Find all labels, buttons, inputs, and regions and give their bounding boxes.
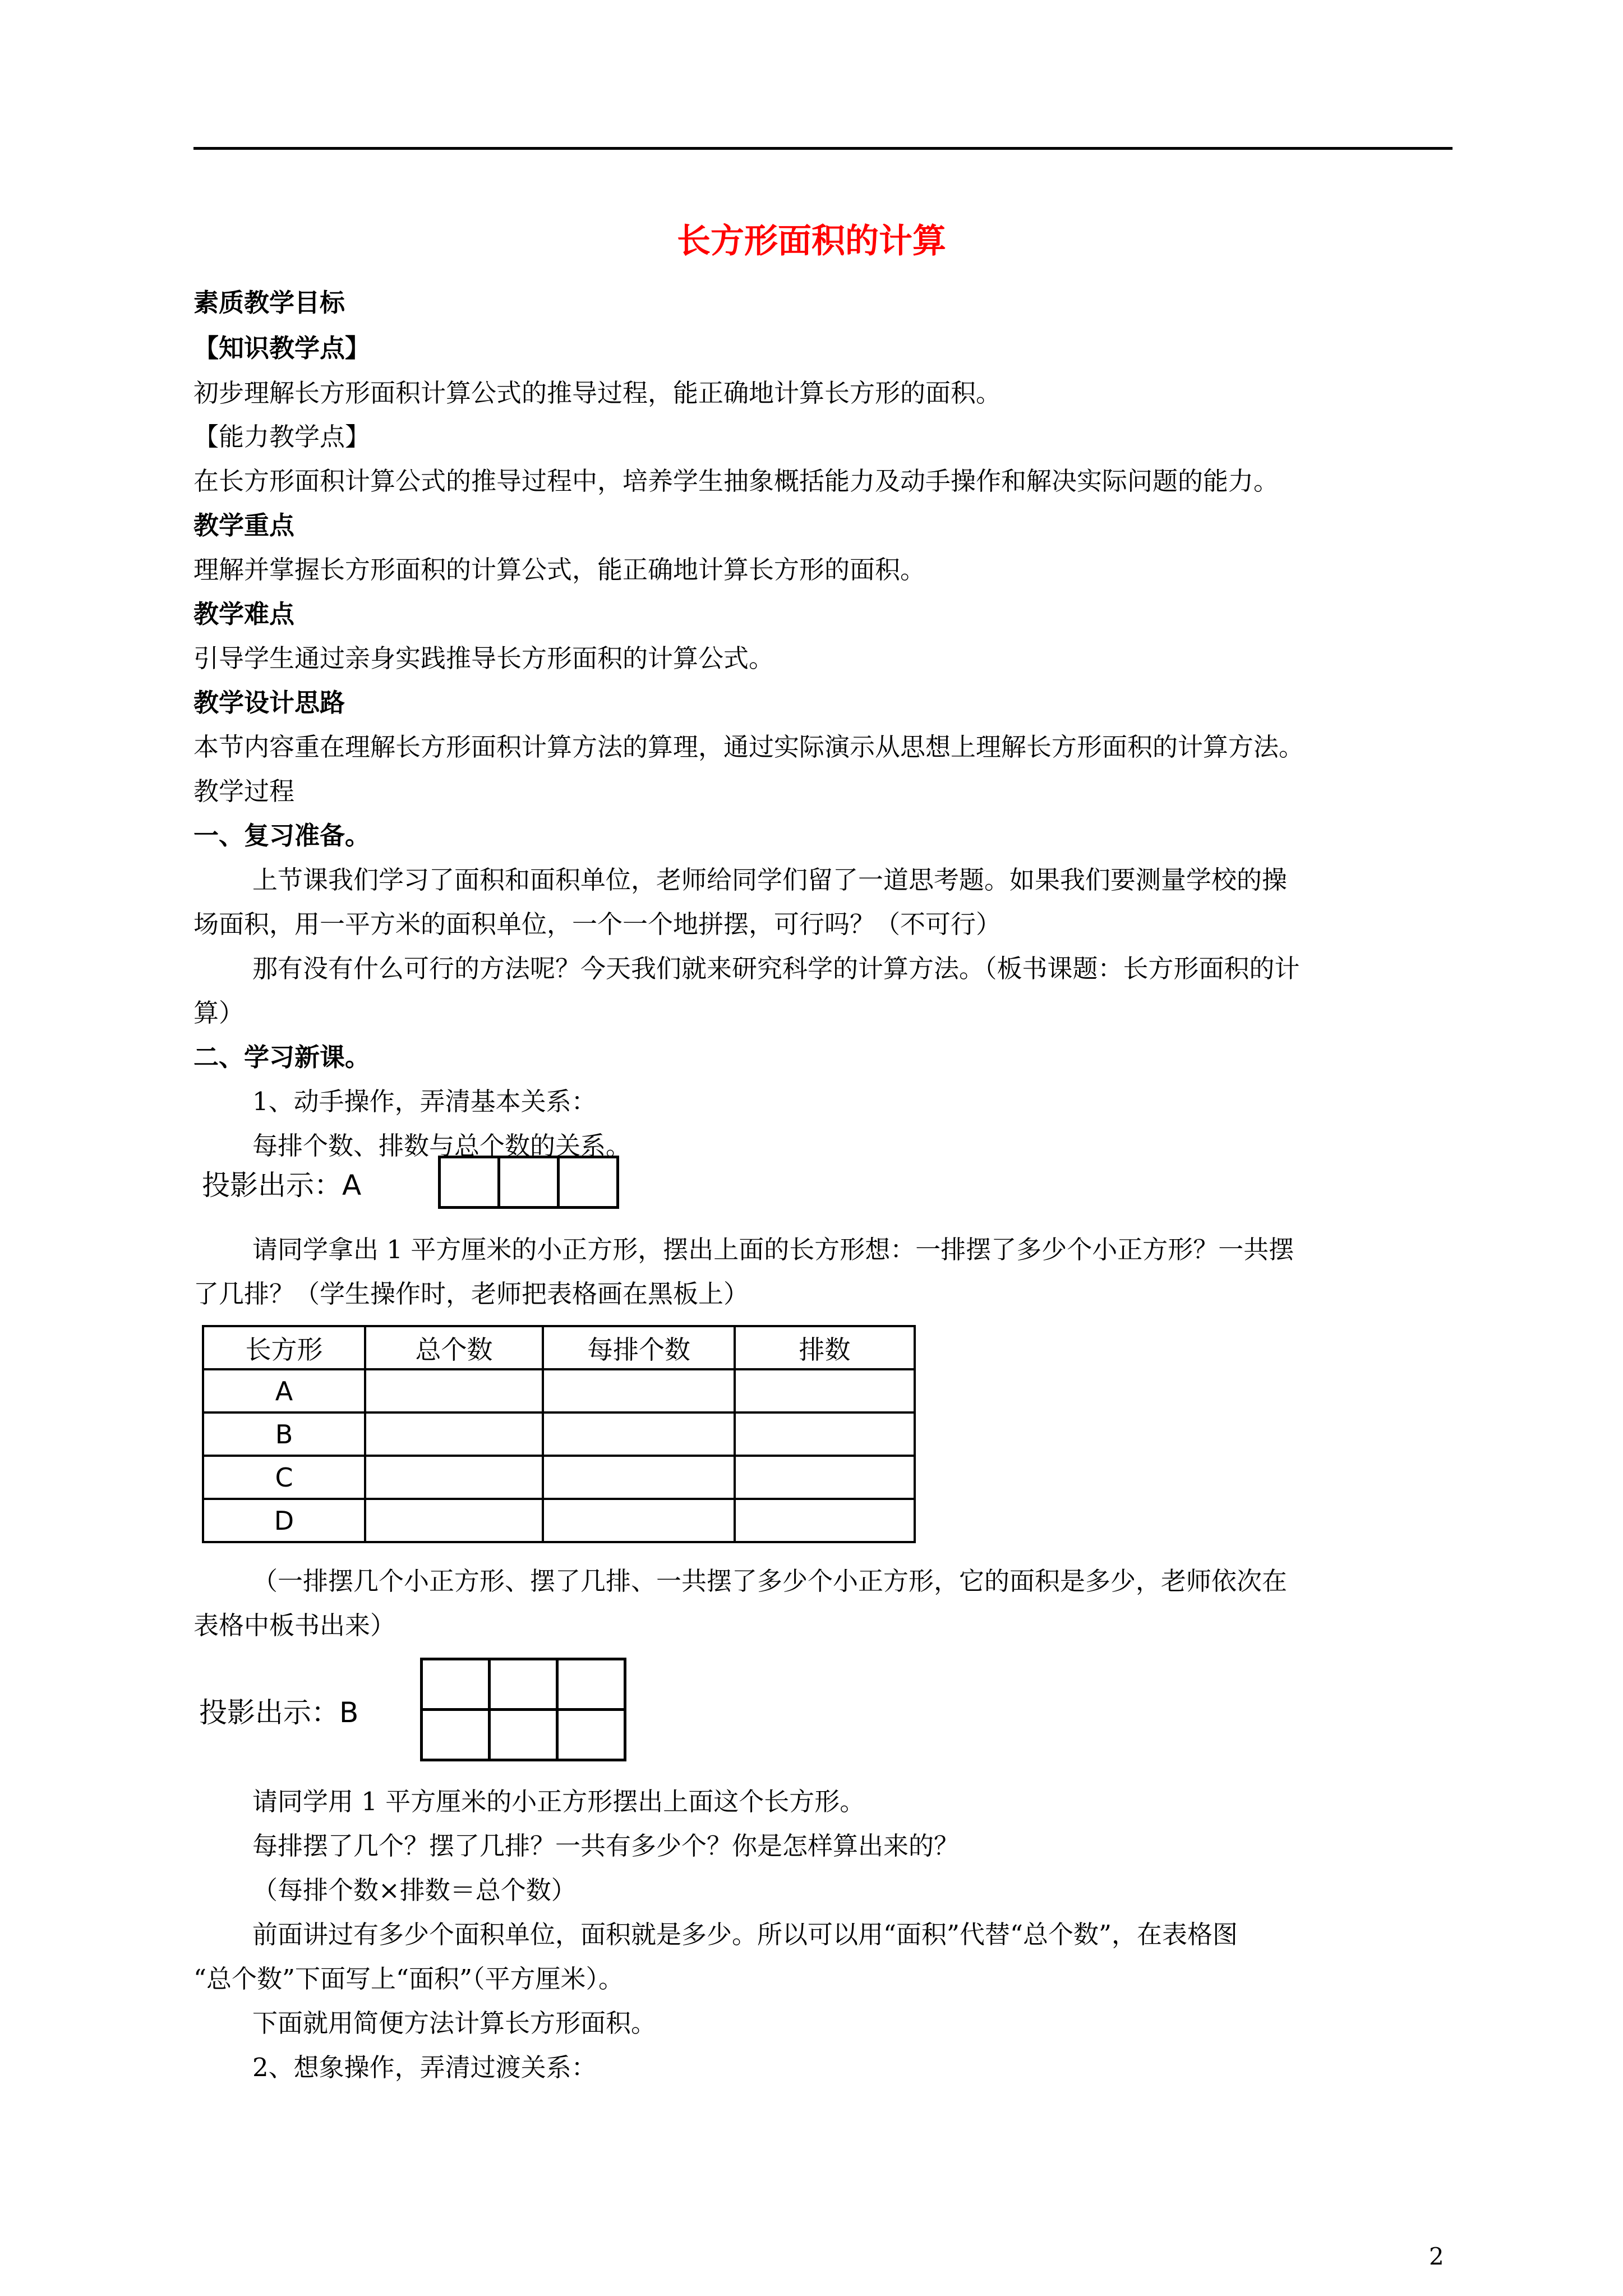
- section-heading: 教学重点: [193, 510, 295, 540]
- projection-a-grid: [438, 1156, 619, 1209]
- paragraph: 那有没有什么可行的方法呢？今天我们就来研究科学的计算方法。（板书课题：长方形面积的计: [252, 954, 1300, 983]
- paragraph: 上节课我们学习了面积和面积单位，老师给同学们留了一道思考题。如果我们要测量学校的操: [252, 865, 1288, 895]
- table-header-row: [203, 1326, 915, 1369]
- projection-b-grid: [420, 1658, 626, 1761]
- paragraph: 每排摆了几个？摆了几排？一共有多少个？你是怎样算出来的？: [252, 1831, 960, 1861]
- paragraph: 算）: [193, 998, 245, 1028]
- section-heading: 教学难点: [193, 599, 295, 629]
- header-rule: [193, 147, 1453, 150]
- paragraph: 场面积，用一平方米的面积单位，一个一个地拼摆，可行吗？（不可行）: [193, 909, 1002, 939]
- paragraph: 了几排？（学生操作时，老师把表格画在黑板上）: [193, 1279, 749, 1309]
- paragraph: 理解并掌握长方形面积的计算公式，能正确地计算长方形的面积。: [193, 555, 926, 585]
- page-title: 长方形面积的计算: [677, 222, 946, 261]
- paragraph: 教学过程: [193, 776, 295, 806]
- table-cell: D: [203, 1499, 365, 1542]
- sub-heading: 【知识教学点】: [193, 333, 371, 363]
- table-cell: A: [203, 1369, 365, 1412]
- paragraph: 表格中板书出来）: [193, 1611, 396, 1640]
- page-number: 2: [1429, 2243, 1444, 2270]
- section-heading: 素质教学目标: [193, 288, 345, 318]
- table-row: [203, 1499, 915, 1542]
- paragraph: 2、想象操作，弄清过渡关系：: [252, 2053, 597, 2082]
- section-heading: 教学设计思路: [193, 688, 345, 717]
- table-header: 总个数: [365, 1326, 543, 1369]
- paragraph: 初步理解长方形面积计算公式的推导过程，能正确地计算长方形的面积。: [193, 378, 1002, 408]
- table-row: [203, 1456, 915, 1499]
- paragraph: 下面就用简便方法计算长方形面积。: [252, 2008, 657, 2038]
- paragraph: 本节内容重在理解长方形面积计算方法的算理，通过实际演示从思想上理解长方形面积的计算方法。: [193, 732, 1304, 762]
- table-header: 每排个数: [543, 1326, 735, 1369]
- section-heading: 二、学习新课。: [193, 1042, 371, 1072]
- paragraph: 每排个数、排数与总个数的关系。: [252, 1131, 631, 1161]
- section-heading: 一、复习准备。: [193, 821, 371, 850]
- projection-b-label: 投影出示：B: [199, 1696, 359, 1729]
- table-header: 长方形: [203, 1326, 365, 1369]
- paragraph: （一排摆几个小正方形、摆了几排、一共摆了多少个小正方形，它的面积是多少，老师依次在: [252, 1566, 1288, 1596]
- paragraph: 引导学生通过亲身实践推导长方形面积的计算公式。: [193, 643, 774, 673]
- paragraph: 请同学拿出 1 平方厘米的小正方形，摆出上面的长方形想：一排摆了多少个小正方形？一共摆: [252, 1235, 1294, 1264]
- table-cell: B: [203, 1412, 365, 1456]
- paragraph: 请同学用 1 平方厘米的小正方形摆出上面这个长方形。: [252, 1787, 865, 1816]
- count-table: [202, 1325, 916, 1543]
- sub-heading: 【能力教学点】: [193, 422, 371, 452]
- projection-a-label: 投影出示：A: [202, 1169, 362, 1202]
- table-row: [203, 1412, 915, 1456]
- paragraph: “总个数”下面写上“面积”（平方厘米）。: [193, 1964, 624, 1994]
- table-row: [203, 1369, 915, 1412]
- table-header: 排数: [735, 1326, 915, 1369]
- table-cell: C: [203, 1456, 365, 1499]
- paragraph: 在长方形面积计算公式的推导过程中，培养学生抽象概括能力及动手操作和解决实际问题的能力。: [193, 466, 1279, 496]
- formula: （每排个数×排数＝总个数）: [252, 1875, 577, 1905]
- paragraph: 前面讲过有多少个面积单位，面积就是多少。所以可以用“面积”代替“总个数”，在表格图: [252, 1920, 1238, 1949]
- paragraph: 1、动手操作，弄清基本关系：: [252, 1087, 597, 1116]
